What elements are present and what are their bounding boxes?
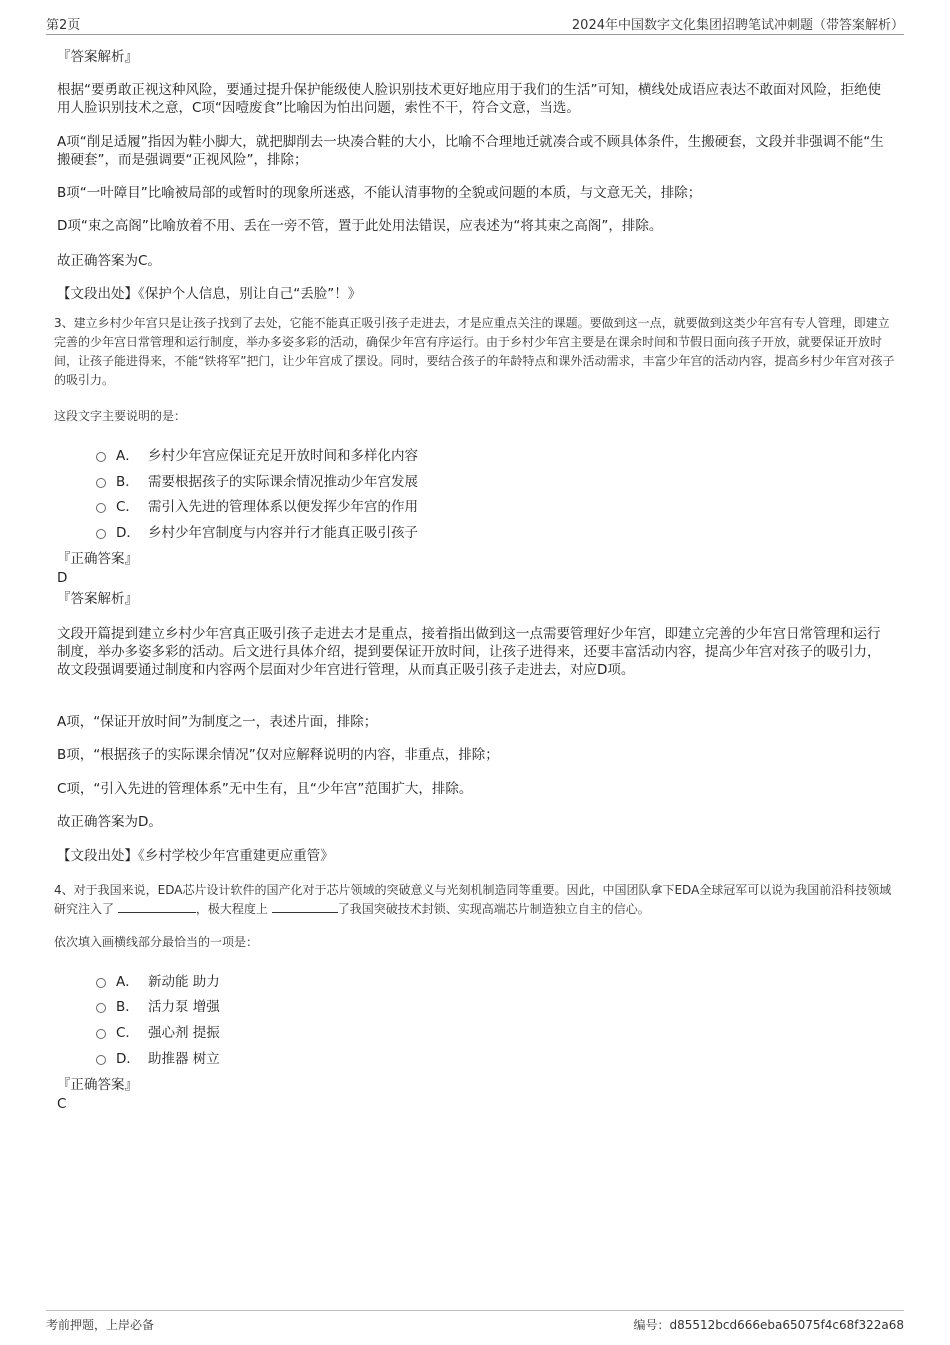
option-letter: D． <box>116 525 140 541</box>
q4-option-a[interactable] <box>96 970 220 990</box>
q3-option-c-analysis: C项，“引入先进的管理体系”无中生有，且“少年宫”范围扩大，排除。 <box>57 781 473 797</box>
q3-option-a[interactable] <box>96 444 418 464</box>
option-text: 需引入先进的管理体系以便发挥少年宫的作用 <box>148 499 418 515</box>
footer-slogan: 考前押题，上岸必备 <box>46 1318 155 1332</box>
option-letter: A． <box>116 974 139 990</box>
q3-source: 【文段出处】《乡村学校少年宫重建更应重管》 <box>57 848 334 864</box>
radio-icon[interactable] <box>96 529 106 539</box>
answer-blank-2 <box>272 900 338 913</box>
page-header <box>46 14 904 35</box>
q3-option-c[interactable] <box>96 495 418 515</box>
option-text: 乡村少年宫制度与内容并行才能真正吸引孩子 <box>148 525 418 541</box>
option-letter: B． <box>116 474 139 490</box>
q4-prompt: 依次填入画横线部分最恰当的一项是： <box>54 935 259 949</box>
answer-blank-1 <box>118 900 196 913</box>
q2-analysis-label: 『答案解析』 <box>57 49 138 65</box>
q3-analysis-label: 『答案解析』 <box>57 591 138 607</box>
q4-stem-part-3: 了我国突破技术封锁、实现高端芯片制造独立自主的信心。 <box>337 902 650 916</box>
page-footer <box>46 1310 904 1335</box>
radio-icon[interactable] <box>96 478 106 488</box>
option-text: 乡村少年宫应保证充足开放时间和多样化内容 <box>148 448 418 464</box>
radio-icon[interactable] <box>96 978 106 988</box>
radio-icon[interactable] <box>96 452 106 462</box>
q4-stem-part-2: ，极大程度上 <box>195 902 268 916</box>
q4-option-d[interactable] <box>96 1047 220 1067</box>
q4-option-c[interactable] <box>96 1021 220 1041</box>
option-text: 活力泵 增强 <box>148 999 220 1015</box>
radio-icon[interactable] <box>96 1029 106 1039</box>
option-text: 新动能 助力 <box>148 974 220 990</box>
q3-option-b[interactable] <box>96 470 418 490</box>
option-text: 助推器 树立 <box>148 1051 220 1067</box>
document-title: 2024年中国数字文化集团招聘笔试冲刺题（带答案解析） <box>571 18 904 33</box>
q2-option-a-analysis: A项“削足适履”指因为鞋小脚大，就把脚削去一块凑合鞋的大小，比喻不合理地迁就凑合或不顾具体条件，生搬硬套，文段并非强调不能“生搬硬套”，而是强调要“正视风险”，排除； <box>57 134 884 168</box>
q2-analysis-paragraph: 根据“要勇敢正视这种风险，要通过提升保护能级使人脸识别技术更好地应用于我们的生活”可知，横线处成语应表达不敢面对风险，拒绝使用人脸识别技术之意，C项“因噎废食”比喻因为怕出问题，索性不干，符合文意，当选。 <box>57 82 881 116</box>
document-code <box>633 1316 904 1333</box>
option-letter: A． <box>116 448 139 464</box>
q4-stem <box>54 881 896 919</box>
option-text: 需要根据孩子的实际课余情况推动少年宫发展 <box>148 474 418 490</box>
q3-analysis-paragraph: 文段开篇提到建立乡村少年宫真正吸引孩子走进去才是重点，接着指出做到这一点需要管理好少年宫，即建立完善的少年宫日常管理和运行制度，举办多姿多彩的活动。后文进行具体介绍，提到要保证开放时间，让孩子进得来，还要丰富活动内容，提高少年宫对孩子的吸引力，故文段强调要通过制度和内容两个层面对少年宫进行管理，从而真正吸引孩子走进去，对应D项。 <box>57 626 881 678</box>
option-letter: C． <box>116 1025 139 1041</box>
radio-icon[interactable] <box>96 1003 106 1013</box>
q3-answer-label: 『正确答案』 <box>57 551 138 567</box>
q3-option-b-analysis: B项，“根据孩子的实际课余情况”仅对应解释说明的内容，非重点，排除； <box>57 747 499 763</box>
q2-option-b-analysis: B项“一叶障目”比喻被局部的或暂时的现象所迷惑，不能认清事物的全貌或问题的本质，与文意无关，排除； <box>57 185 702 201</box>
option-letter: B． <box>116 999 139 1015</box>
q2-source: 【文段出处】《保护个人信息，别让自己“丢脸”！》 <box>57 286 362 302</box>
q3-answer: D <box>57 570 68 586</box>
q3-option-d[interactable] <box>96 521 418 541</box>
document-code-label: 编号： <box>633 1318 670 1332</box>
q3-conclusion: 故正确答案为D。 <box>57 814 162 830</box>
q4-answer: C <box>57 1096 67 1112</box>
option-letter: D． <box>116 1051 140 1067</box>
q4-answer-label: 『正确答案』 <box>57 1077 138 1093</box>
q3-prompt: 这段文字主要说明的是： <box>54 409 187 423</box>
q4-option-b[interactable] <box>96 995 220 1015</box>
document-code-value: d85512bcd666eba65075f4c68f322a68 <box>669 1318 904 1332</box>
q4-stem-part-1: 4、对于我国来说，EDA芯片设计软件的国产化对于芯片领域的突破意义与光刻机制造同等重要。因此，中国团队拿下EDA全球冠军可以说为我国前沿科技领域研究注入了 <box>54 883 892 916</box>
radio-icon[interactable] <box>96 503 106 513</box>
q3-option-a-analysis: A项，“保证开放时间”为制度之一，表述片面，排除； <box>57 714 378 730</box>
radio-icon[interactable] <box>96 1055 106 1065</box>
option-letter: C． <box>116 499 139 515</box>
q3-stem: 3、建立乡村少年宫只是让孩子找到了去处，它能不能真正吸引孩子走进去，才是应重点关注的课题。要做到这一点，就要做到这类少年宫有专人管理，即建立完善的少年宫日常管理和运行制度，举办多姿多彩的活动，确保少年宫有序运行。由于乡村少年宫主要是在课余时间和节假日面向孩子开放，就要保证开放时间，让孩子能进得来，不能“铁将军”把门，让少年宫成了摆设。同时，要结合孩子的年龄特点和课外活动需求，丰富少年宫的活动内容，提高乡村少年宫对孩子的吸引力。 <box>54 316 895 387</box>
q2-conclusion: 故正确答案为C。 <box>57 253 161 269</box>
page-number: 第2页 <box>46 18 81 33</box>
option-text: 强心剂 提振 <box>148 1025 220 1041</box>
q2-option-d-analysis: D项“束之高阁”比喻放着不用、丢在一旁不管，置于此处用法错误，应表述为“将其束之高阁”，排除。 <box>57 218 663 234</box>
